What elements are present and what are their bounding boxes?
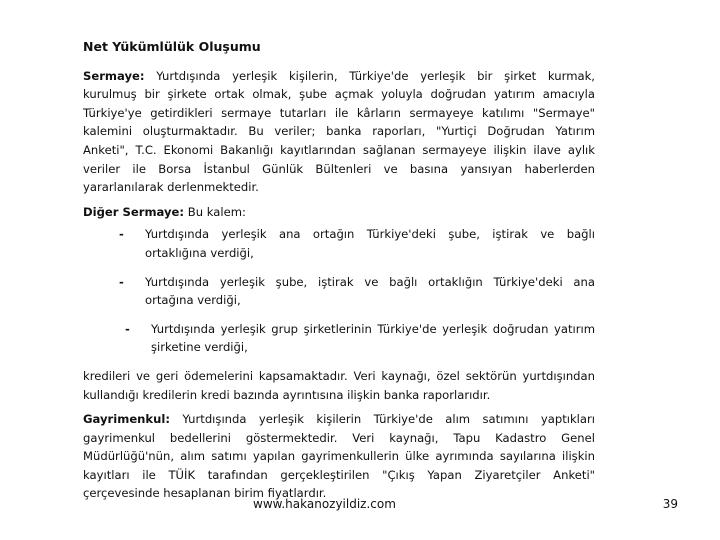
diger-sermaye-term: Diğer Sermaye: [83,204,185,219]
page-title: Net Yükümlülük Oluşumu [83,39,261,54]
slide-footer [0,497,720,513]
sermaye-line-4: kalemini oluşturmaktadır. Bu veriler; banka raporları, "Yurtiçi Doğrudan Yatırım [83,124,595,139]
list-item [83,273,595,310]
bullet-dash: - [119,227,124,242]
sermaye-line-1: Sermaye: Yurtdışında yerleşik kişilerin, Türkiye'de yerleşik bir şirket kurmak, [83,68,595,83]
document-body [83,38,595,509]
page-number: 39 [662,497,678,511]
gayrimenkul-line-1: Gayrimenkul: Yurtdışında yerleşik kişilerin Türkiye'de alım satımını yaptıkları [83,412,595,427]
gayrimenkul-term: Gayrimenkul: [83,412,171,427]
gayrimenkul-line-3: Müdürlüğü'nün, alım satımı yapılan gayrimenkullerin ülke ayrımında sayılarına ilişkin [83,449,595,464]
gayrimenkul-line-2: gayrimenkul bedellerini göstermektedir. Veri kaynağı, Tapu Kadastro Genel [83,430,595,445]
sermaye-line-3: Türkiye'ye getirdikleri sermaye tutarları ile kârların sermayeye katılımı "Sermaye" [83,105,595,120]
bullet-dash: - [125,321,130,336]
sermaye-line-2: kurulmuş bir şirkete ortak olmak, şube açmak yoluyla doğrudan yatırım amacıyla [83,87,595,102]
list-item [83,225,595,262]
footer-url: www.hakanozyildiz.com [253,497,396,511]
sermaye-line-7: yararlanılarak derlenmektedir. [83,180,259,195]
gayrimenkul-line-4: kayıtları ile TÜİK tarafından gerçekleştirilen "Çıkış Yapan Ziyaretçiler Anketi" [83,467,595,482]
gayrimenkul-paragraph [83,410,595,503]
bullet-text: Yurtdışında yerleşik grup şirketlerinin Türkiye'de yerleşik doğrudan yatırım şirketine verdiği, [151,321,595,355]
bullet-dash: - [119,274,124,289]
gayrimenkul-line-5: çerçevesinde hesaplanan birim fiyatlardır. [83,486,327,501]
sermaye-term: Sermaye: [83,68,145,83]
sermaye-line-6: veriler ile Borsa İstanbul Günlük Bültenleri ve basına yansıyan haberlerden [83,161,595,176]
bullet-text: Yurtdışında yerleşik şube, iştirak ve bağlı ortaklığın Türkiye'deki ana ortağına verdiği, [145,274,595,308]
sermaye-paragraph [83,67,595,197]
bullet-text: Yurtdışında yerleşik ana ortağın Türkiye'deki şube, iştirak ve bağlı ortaklığına verdiği, [145,227,595,260]
sermaye-line-5: Anketi", T.C. Ekonomi Bakanlığı kayıtlarından sağlanan sermayeye ilişkin ilave aylık [83,142,595,157]
list-item [83,320,595,357]
diger-sermaye-tail: kredileri ve geri ödemelerini kapsamaktadır. Veri kaynağı, özel sektörün yurtdışından kullandığı kredilerin kredi bazında ayrıntısına ilişkin banka raporlarıdır. [83,368,595,402]
diger-sermaye-heading: Diğer Sermaye: Bu kalem: [83,204,246,219]
